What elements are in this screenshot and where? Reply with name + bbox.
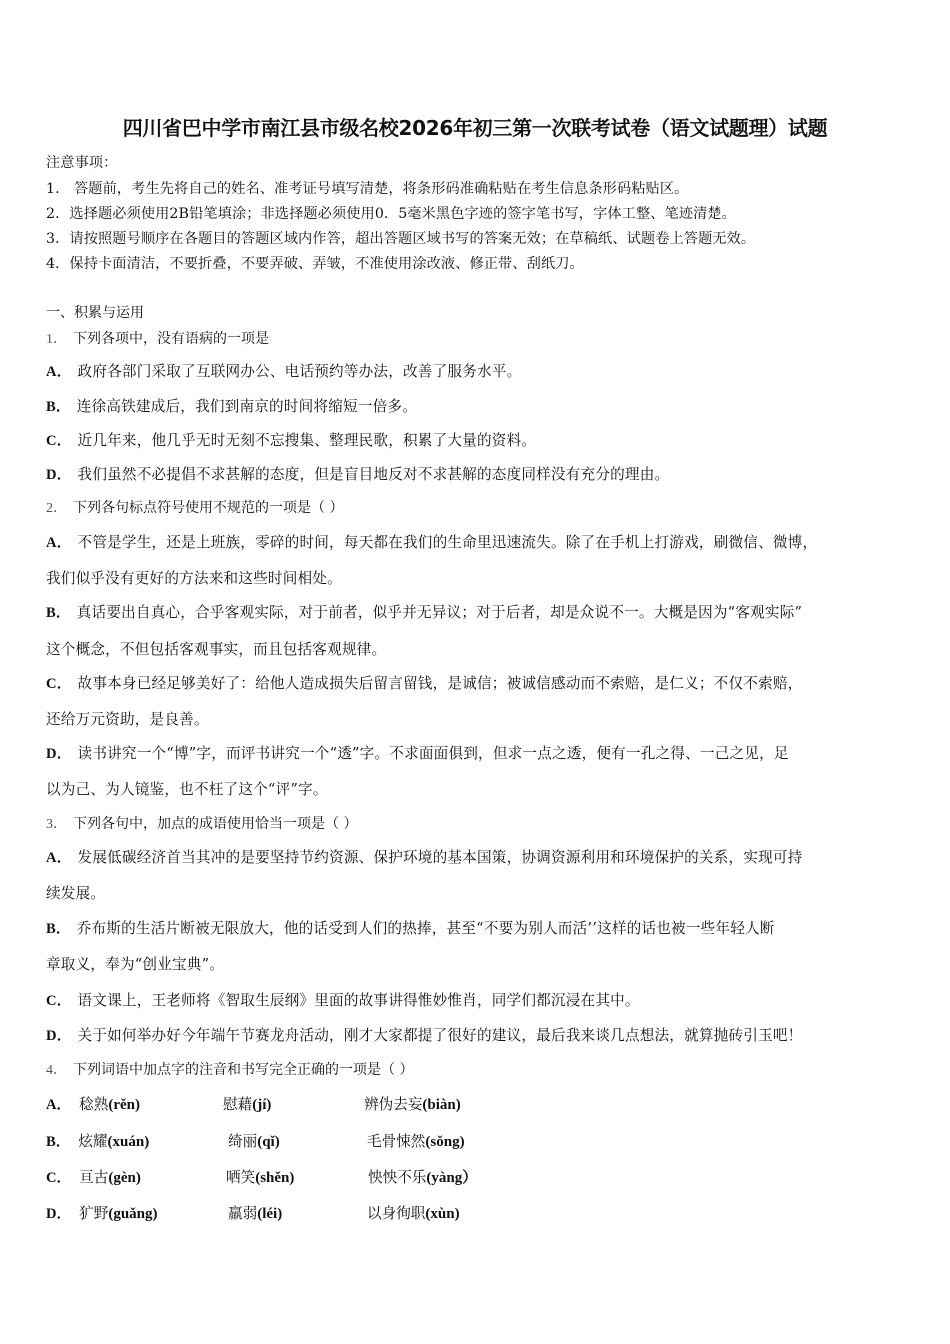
option-label: C． [46,993,72,1009]
option-text: 发展低碳经济首当其冲的是要坚持节约资源、保护环境的基本国策，协调资源利用和环境保护的关系，实现可持 [77,849,803,866]
option-label: D． [46,1206,72,1222]
question-number: 2． [46,501,67,516]
question-number: 3． [46,817,67,832]
word: 犷野 [79,1205,109,1222]
q4-c-word-3 [368,1166,477,1187]
option-label: B． [46,1134,71,1150]
word: 炫耀 [78,1133,108,1150]
q2-option-a[interactable] [46,531,817,552]
q4-b-word-2 [228,1130,280,1151]
pinyin: (léi) [257,1206,283,1222]
option-label: A． [46,1097,72,1113]
q2-option-d[interactable] [46,742,789,763]
question-number: 1． [46,332,67,347]
pinyin: (xuán) [107,1134,150,1150]
pinyin: (rěn) [108,1097,140,1113]
question-stem: 下列各句中，加点的成语使用恰当一项是（ ） [73,816,358,832]
pinyin: (biàn) [422,1097,461,1113]
question-number: 4． [46,1063,67,1078]
option-label: B． [46,921,71,937]
option-label: B． [46,399,71,415]
question-stem: 下列各句标点符号使用不规范的一项是（ ） [73,500,344,516]
option-text: 乔布斯的生活片断被无限放大，他的话受到人们的热捧，甚至“不要为别人而活’’这样的话也被一些年轻人断 [76,920,775,937]
q3-option-a-cont: 续发展。 [46,885,106,902]
word: 慰藉 [223,1096,253,1113]
word: 亘古 [79,1169,109,1186]
pinyin: (sǒng) [425,1134,465,1150]
option-text: 关于如何举办好今年端午节赛龙舟活动，刚才大家都提了很好的建议，最后我来谈几点想法，就算抛砖引玉吧！ [77,1027,803,1044]
q2-option-d-cont: 以为己、为人镜鉴，也不枉了这个“评”字。 [46,781,328,798]
section-heading: 一、积累与运用 [46,305,144,321]
q4-option-d[interactable] [46,1202,158,1223]
word: 毛骨悚然 [367,1133,426,1150]
q3-option-b[interactable] [46,917,775,938]
pinyin: (shěn) [255,1170,295,1186]
notice-item-3: 3．请按照题号顺序在各题目的答题区域内作答，超出答题区域书写的答案无效；在草稿纸、试题卷上答题无效。 [46,231,756,247]
option-text: 近几年来，他几乎无时无刻不忘搜集、整理民歌，积累了大量的资料。 [77,432,537,449]
q3-option-b-cont: 章取义，奉为“创业宝典”。 [46,956,225,973]
pinyin: (xùn) [425,1206,460,1222]
q2-option-a-cont: 我们似乎没有更好的方法来和这些时间相处。 [46,570,342,587]
option-text: 读书讲究一个“博”字，而评书讲究一个“透”字。不求面面俱到，但求一点之透，便有一孔之得、一己之见，足 [77,745,789,762]
option-label: C． [46,676,72,692]
option-label: C． [46,1170,72,1186]
option-label: B． [46,605,71,621]
pinyin: (guǎng) [108,1206,158,1222]
pinyin: (jí) [252,1097,272,1113]
pinyin: (yàng） [426,1170,478,1186]
q3-option-d[interactable] [46,1024,802,1045]
q3-option-a[interactable] [46,846,802,867]
pinyin: (gèn) [108,1170,141,1186]
q4-a-word-2 [223,1093,271,1114]
word: 哂笑 [226,1169,256,1186]
exam-title: 四川省巴中学市南江县市级名校2026年初三第一次联考试卷（语文试题理）试题 [122,116,828,140]
pinyin: (qǐ) [257,1134,280,1150]
q2-option-b[interactable] [46,601,802,622]
option-text: 语文课上，王老师将《智取生辰纲》里面的故事讲得惟妙惟肖，同学们都沉浸在其中。 [77,992,640,1009]
notice-item-1: 1． 答题前，考生先将自己的姓名、准考证号填写清楚，将条形码准确粘贴在考生信息条形码粘贴区。 [46,181,689,197]
q2-option-c[interactable] [46,672,802,693]
question-3 [46,813,357,833]
notice-item-4: 4．保持卡面清洁，不要折叠，不要弄破、弄皱，不准使用涂改液、修正带、刮纸刀。 [46,256,584,272]
q4-option-b[interactable] [46,1130,149,1151]
option-label: A． [46,850,72,866]
word: 辨伪去妄 [364,1096,423,1113]
question-stem: 下列词语中加点字的注音和书写完全正确的一项是（ ） [73,1062,414,1078]
q4-d-word-2 [228,1202,282,1223]
option-label: D． [46,746,72,762]
q4-a-word-3 [364,1093,461,1114]
word: 怏怏不乐 [368,1169,427,1186]
option-text: 不管是学生，还是上班族，零碎的时间，每天都在我们的生命里迅速流失。除了在手机上打游戏，刷微信、微博， [77,534,818,551]
q1-option-d[interactable] [46,463,669,484]
option-label: A． [46,535,72,551]
q4-option-c[interactable] [46,1166,141,1187]
q3-option-c[interactable] [46,989,640,1010]
q2-option-b-cont: 这个概念，不但包括客观事实，而且包括客观规律。 [46,641,387,658]
question-2 [46,497,343,517]
word: 绮丽 [228,1133,258,1150]
word: 稔熟 [79,1096,109,1113]
option-label: D． [46,467,72,483]
question-4 [46,1059,413,1079]
q4-c-word-2 [226,1166,294,1187]
option-text: 真话要出自真心，合乎客观实际，对于前者，似乎并无异议；对于后者，却是众说不一。大概是因为“客观实际” [76,604,803,621]
word: 以身徇职 [367,1205,426,1222]
option-text: 我们虽然不必提倡不求甚解的态度，但是盲目地反对不求甚解的态度同样没有充分的理由。 [77,466,670,483]
option-label: A． [46,364,72,380]
notice-heading: 注意事项： [46,155,118,171]
question-1 [46,328,269,348]
q1-option-a[interactable] [46,360,521,381]
q1-option-b[interactable] [46,395,417,416]
notice-item-2: 2．选择题必须使用2B铅笔填涂；非选择题必须使用0．5毫米黑色字迹的签字笔书写，字体工整、笔迹清楚。 [46,206,736,222]
question-stem: 下列各项中，没有语病的一项是 [73,331,269,347]
q4-b-word-3 [367,1130,465,1151]
option-label: D． [46,1028,72,1044]
option-text: 政府各部门采取了互联网办公、电话预约等办法，改善了服务水平。 [77,363,522,380]
q4-option-a[interactable] [46,1093,140,1114]
option-text: 故事本身已经足够美好了：给他人造成损失后留言留钱，是诚信；被诚信感动而不索赔，是仁义；不仅不索赔， [77,675,803,692]
option-text: 连徐高铁建成后，我们到南京的时间将缩短一倍多。 [76,398,417,415]
q2-option-c-cont: 还给万元资助，是良善。 [46,711,209,728]
word: 羸弱 [228,1205,258,1222]
q4-d-word-3 [367,1202,460,1223]
q1-option-c[interactable] [46,429,536,450]
option-label: C． [46,433,72,449]
